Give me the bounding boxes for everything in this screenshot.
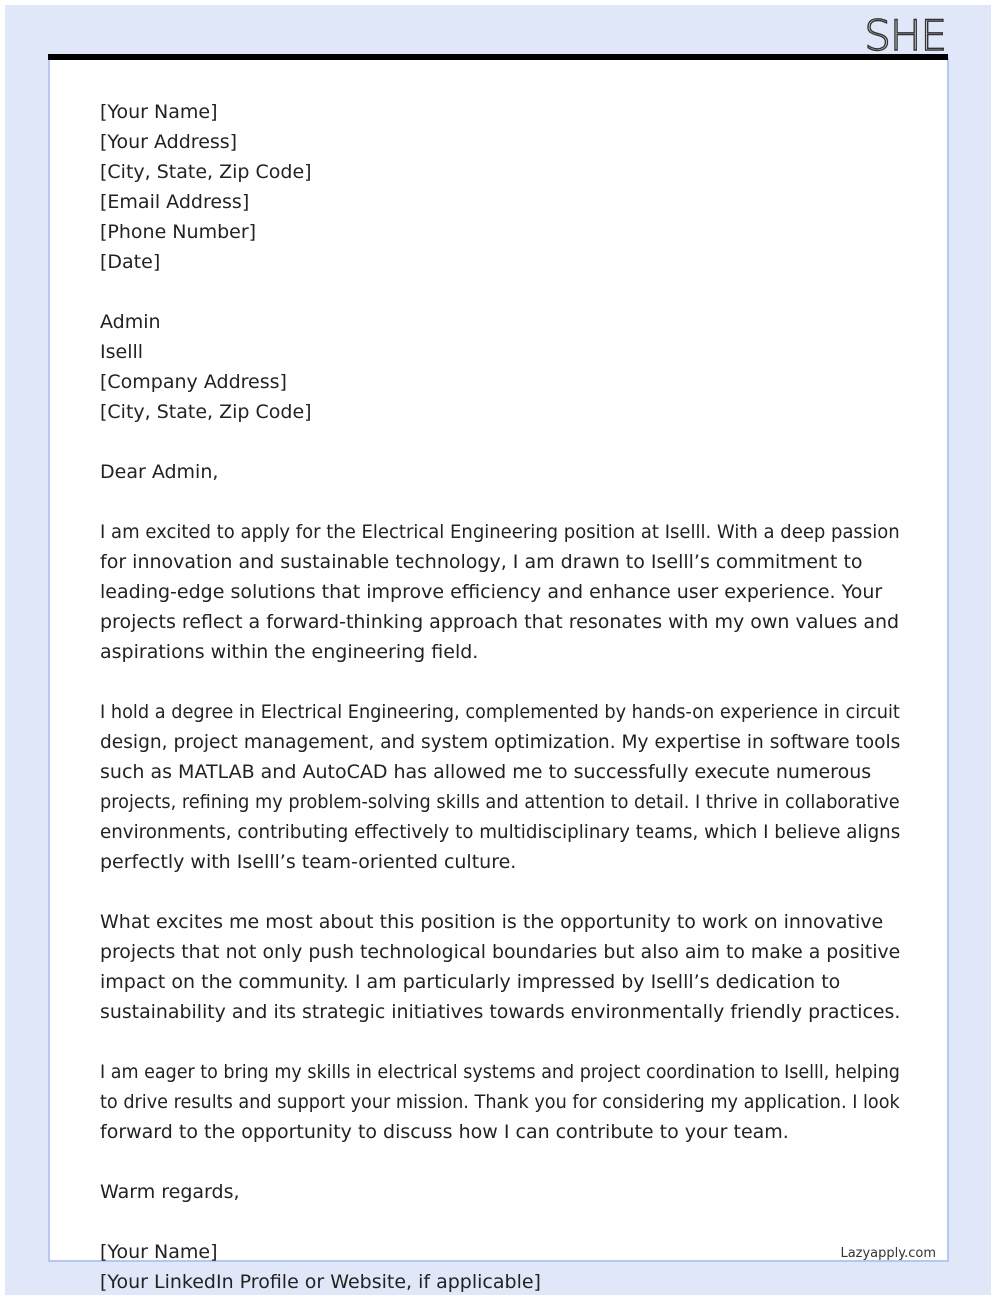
recipient-address: [Company Address] — [100, 371, 287, 393]
paragraph-line: I am excited to apply for the Electrical Engineering position at Iselll. With a deep passion — [100, 521, 900, 543]
sender-address: [Your Address] — [100, 131, 238, 153]
sender-email: [Email Address] — [100, 191, 250, 213]
body-paragraph-1 — [100, 517, 900, 667]
recipient-block — [100, 307, 900, 427]
paragraph-line: projects that not only push technological boundaries but also aim to make a positive — [100, 941, 901, 963]
sender-name: [Your Name] — [100, 101, 218, 123]
signature-name: [Your Name] — [100, 1241, 218, 1263]
paragraph-line: I hold a degree in Electrical Engineering, complemented by hands-on experience in circuit — [100, 701, 900, 723]
paragraph-line: I am eager to bring my skills in electrical systems and project coordination to Iselll, helping — [100, 1061, 900, 1083]
paragraph-line: to drive results and support your mission. Thank you for considering my application. I look — [100, 1091, 900, 1113]
paragraph-line: for innovation and sustainable technology, I am drawn to Iselll’s commitment to — [100, 551, 863, 573]
footer-brand: Lazyapply.com — [840, 1246, 936, 1261]
recipient-name: Admin — [100, 311, 161, 333]
paragraph-line: What excites me most about this position is the opportunity to work on innovative — [100, 911, 884, 933]
signature-profile-link: [Your LinkedIn Profile or Website, if applicable] — [100, 1271, 541, 1293]
body-paragraph-4 — [100, 1057, 900, 1147]
sender-city: [City, State, Zip Code] — [100, 161, 312, 183]
paragraph-line: design, project management, and system optimization. My expertise in software tools — [100, 731, 901, 753]
paragraph-line: impact on the community. I am particularly impressed by Iselll’s dedication to — [100, 971, 841, 993]
paragraph-line: aspirations within the engineering field. — [100, 641, 479, 663]
salutation: Dear Admin, — [100, 461, 219, 483]
brand-logo: SHE — [864, 11, 946, 60]
paragraph-line: such as MATLAB and AutoCAD has allowed me to successfully execute numerous — [100, 761, 872, 783]
sender-block — [100, 97, 900, 277]
body-paragraph-3 — [100, 907, 900, 1027]
paragraph-line: perfectly with Iselll’s team-oriented culture. — [100, 851, 517, 873]
paragraph-line: leading-edge solutions that improve efficiency and enhance user experience. Your — [100, 581, 883, 603]
cover-letter — [100, 97, 900, 1297]
recipient-company: Iselll — [100, 341, 144, 363]
sender-phone: [Phone Number] — [100, 221, 257, 243]
paragraph-line: forward to the opportunity to discuss how I can contribute to your team. — [100, 1121, 789, 1143]
closing: Warm regards, — [100, 1181, 240, 1203]
header-rule — [48, 54, 948, 60]
letter-date: [Date] — [100, 251, 161, 273]
recipient-city: [City, State, Zip Code] — [100, 401, 312, 423]
paragraph-line: projects reflect a forward-thinking approach that resonates with my own values and — [100, 611, 900, 633]
paragraph-line: projects, refining my problem-solving skills and attention to detail. I thrive in collaborative — [100, 791, 900, 813]
body-paragraph-2 — [100, 697, 900, 877]
paragraph-line: sustainability and its strategic initiatives towards environmentally friendly practices. — [100, 1001, 901, 1023]
paragraph-line: environments, contributing effectively to multidisciplinary teams, which I believe aligns — [100, 821, 901, 843]
